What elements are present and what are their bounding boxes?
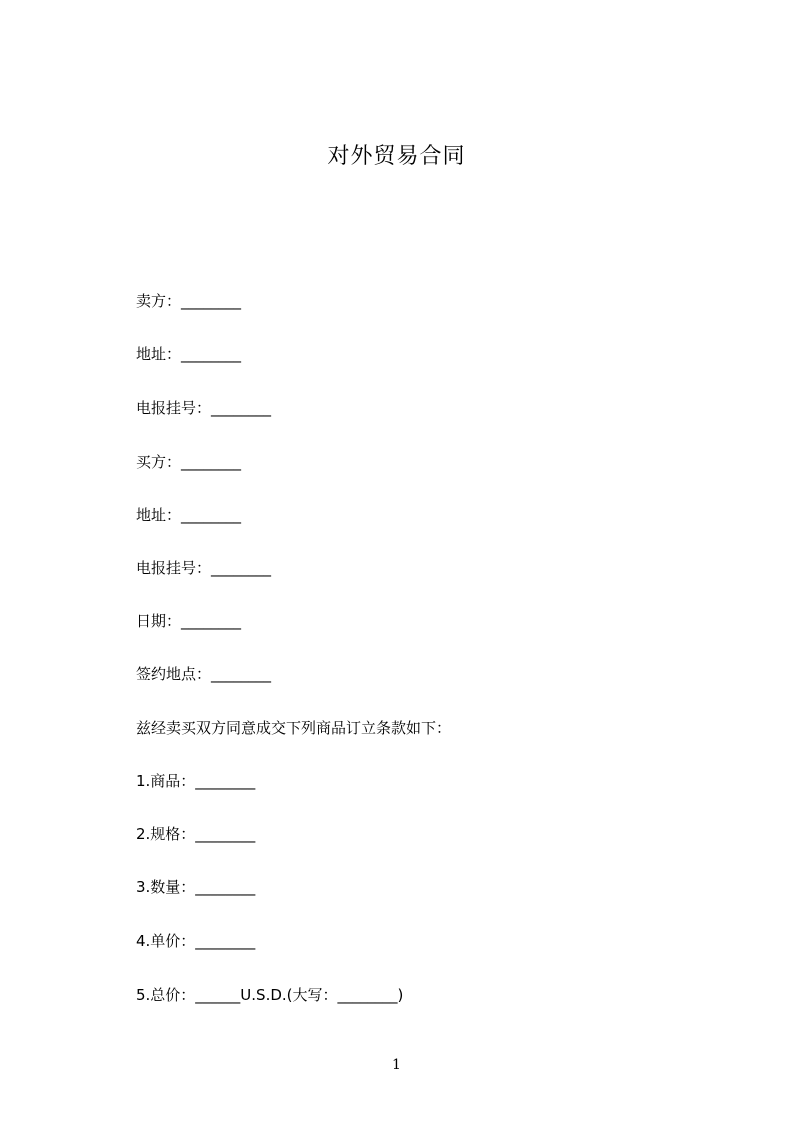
seller-telegraph-line: 电报挂号：________ bbox=[136, 399, 272, 417]
seller-address-line: 地址：________ bbox=[136, 345, 242, 363]
date-line: 日期：________ bbox=[136, 612, 242, 630]
seller-line: 卖方：________ bbox=[136, 292, 242, 310]
clause-total-price-line: 5.总价：______U.S.D.(大写：________) bbox=[136, 986, 404, 1004]
agreement-intro-line: 兹经卖买双方同意成交下列商品订立条款如下： bbox=[136, 719, 452, 737]
signing-place-line: 签约地点：________ bbox=[136, 665, 272, 683]
clause-specification-line: 2.规格：________ bbox=[136, 825, 256, 843]
document-title: 对外贸易合同 bbox=[327, 144, 466, 169]
buyer-line: 买方：________ bbox=[136, 453, 242, 471]
clause-commodity-line: 1.商品：________ bbox=[136, 772, 256, 790]
clause-quantity-line: 3.数量：________ bbox=[136, 878, 256, 896]
clause-unit-price-line: 4.单价：________ bbox=[136, 932, 256, 950]
buyer-address-line: 地址：________ bbox=[136, 506, 242, 524]
page-number: 1 bbox=[392, 1057, 401, 1073]
buyer-telegraph-line: 电报挂号：________ bbox=[136, 559, 272, 577]
